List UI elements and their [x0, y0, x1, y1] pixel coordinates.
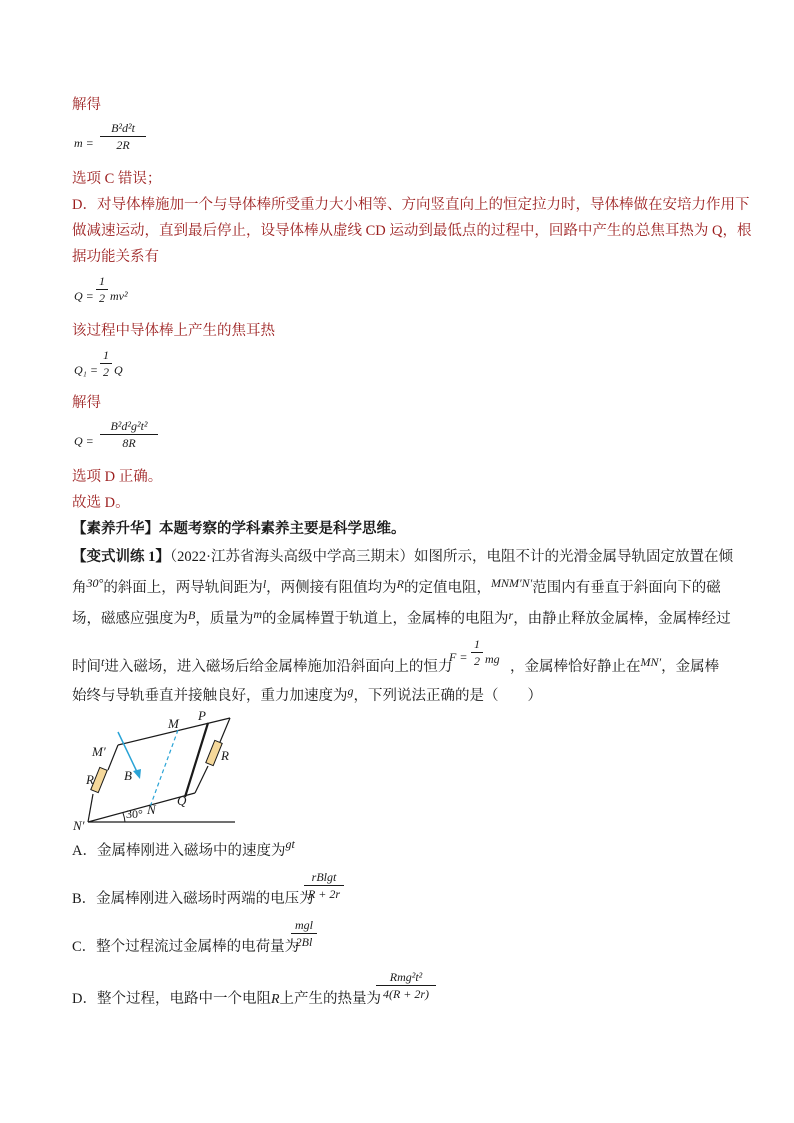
- equation-1-lhs: m =: [74, 136, 94, 150]
- option-a-text: A．金属棒刚进入磁场中的速度为: [72, 843, 286, 859]
- option-b-text: B．金属棒刚进入磁场时两端的电压为: [72, 891, 314, 907]
- option-d-text: D．整个过程，电路中一个电阻: [72, 991, 271, 1007]
- problem-line-1: [72, 547, 733, 567]
- label-Q: Q: [177, 793, 187, 808]
- fraction-bar: [96, 289, 108, 290]
- force-mg: mg: [485, 652, 500, 666]
- fraction-bar: [304, 885, 344, 886]
- solution-d-line-2: 做减速运动，直到最后停止，设导体棒从虚线 CD 运动到最低点的过程中，回路中产生的总焦耳热为 Q，根: [72, 223, 752, 239]
- problem-tag: 【变式训练 1】: [72, 549, 170, 565]
- problem-text: 始终与导轨垂直并接触良好，重力加速度为: [72, 688, 348, 704]
- equation-2-fraction: [96, 274, 108, 305]
- literacy-tag: 【素养升华】: [72, 521, 159, 537]
- problem-text: 的定值电阻，: [404, 580, 491, 596]
- problem-region: MNM′N′: [491, 576, 533, 590]
- problem-text: 角: [72, 580, 87, 596]
- option-c-fraction: [291, 918, 317, 949]
- option-b-numerator: rBlgt: [311, 870, 337, 884]
- label-M: M: [168, 716, 179, 731]
- problem-line-4: [72, 657, 452, 677]
- solution-d-line-3: 据功能关系有: [72, 249, 159, 265]
- option-d: [72, 989, 381, 1010]
- problem-var-m: m: [253, 607, 263, 621]
- problem-text: 范围内有垂直于斜面向下的磁: [532, 580, 721, 596]
- solution-option-c-wrong: 选项 C 错误；: [72, 171, 162, 187]
- option-c-text: C．整个过程流过金属棒的电荷量为: [72, 939, 300, 955]
- physics-diagram: [70, 708, 250, 832]
- label-N-prime: N′: [73, 818, 85, 832]
- option-c-denominator: 2Bl: [295, 935, 313, 949]
- equation-4-numerator: B²d²g²t²: [110, 419, 148, 433]
- equation-1-denominator: 2R: [116, 138, 130, 152]
- problem-angle: 30°: [86, 576, 104, 590]
- label-R-left: R: [86, 772, 94, 787]
- option-d-var-R: R: [270, 992, 280, 1007]
- equation-2-rhs: mv²: [110, 289, 128, 303]
- problem-text: 进入磁场，进入磁场后给金属棒施加沿斜面向上的恒力: [104, 659, 453, 675]
- fraction-bar: [291, 933, 317, 934]
- problem-text: ，由静止释放金属棒，金属棒经过: [513, 611, 731, 627]
- equation-4-fraction: [100, 419, 158, 450]
- label-P: P: [198, 708, 206, 723]
- option-a: [72, 837, 295, 861]
- option-d-fraction: [376, 970, 436, 1001]
- option-c: [72, 937, 299, 957]
- problem-text: 的金属棒置于轨道上，金属棒的电阻为: [262, 611, 509, 627]
- problem-source: （2022·江苏省海头高级中学高三期末）如图所示，电阻不计的光滑金属导轨固定放置在倾: [169, 549, 733, 565]
- equation-2-denominator: 2: [99, 291, 105, 305]
- literacy-text: 本题考察的学科素养主要是科学思维。: [159, 521, 406, 537]
- option-a-math: gt: [285, 837, 295, 851]
- problem-var-R: R: [396, 577, 404, 591]
- equation-3-rhs: Q: [114, 363, 123, 377]
- equation-4-denominator: 8R: [122, 436, 136, 450]
- force-fraction: [471, 637, 483, 668]
- option-c-numerator: mgl: [295, 918, 313, 932]
- problem-line-3: [72, 609, 731, 629]
- force-numerator: 1: [474, 637, 480, 651]
- dashed-boundary-MN: [150, 730, 178, 807]
- fraction-bar: [376, 985, 436, 986]
- option-d-numerator: Rmg²t²: [389, 970, 423, 984]
- equation-1-numerator: B²d²t: [111, 121, 135, 135]
- equation-3-numerator: 1: [103, 348, 109, 362]
- equation-2-lhs: Q =: [74, 289, 94, 303]
- equation-1-fraction: [100, 121, 146, 152]
- problem-text: ，两侧接有阻值均为: [266, 580, 397, 596]
- problem-text: ，下列说法正确的是（ ）: [353, 688, 542, 704]
- option-b-denominator: R + 2r: [307, 887, 341, 901]
- force-denominator: 2: [474, 654, 480, 668]
- equation-3-fraction: [100, 348, 112, 379]
- label-angle: 30°: [126, 807, 143, 821]
- label-N: N: [147, 802, 156, 817]
- problem-text: ，金属棒: [661, 659, 720, 675]
- literacy-note: [72, 519, 406, 539]
- problem-line-2: [72, 578, 721, 598]
- problem-text: 时间: [72, 659, 101, 675]
- label-R-right: R: [221, 748, 229, 763]
- problem-var-t: t: [101, 655, 105, 669]
- equation-4-lhs: Q =: [74, 434, 94, 448]
- right-resistor: [206, 740, 222, 765]
- problem-var-l: l: [262, 577, 267, 591]
- option-d-denominator: 4(R + 2r): [382, 987, 430, 1001]
- label-B: B: [124, 768, 132, 783]
- option-b: [72, 889, 314, 909]
- problem-line-5: [72, 686, 542, 706]
- option-b-fraction: [304, 870, 344, 901]
- fraction-bar: [471, 652, 483, 653]
- equation-2-numerator: 1: [99, 274, 105, 288]
- problem-text: 的斜面上，两导轨间距为: [103, 580, 263, 596]
- solution-text-jiede-2: 解得: [72, 395, 101, 411]
- solution-d-line-1: D．对导体棒施加一个与导体棒所受重力大小相等、方向竖直向上的恒定拉力时，导体棒做在安培力作用下: [72, 197, 750, 213]
- problem-text: ，质量为: [195, 611, 254, 627]
- metal-rod-PQ: [185, 723, 208, 797]
- solution-text-jiede-1: 解得: [72, 97, 101, 113]
- option-d-text: 上产生的热量为: [279, 991, 382, 1007]
- fraction-bar: [100, 434, 158, 435]
- problem-text: ，金属棒恰好静止在: [510, 659, 641, 675]
- force-lhs: F =: [449, 650, 468, 664]
- problem-line-4-tail: [510, 657, 719, 677]
- equation-3-denominator: 2: [103, 365, 109, 379]
- problem-text: 场，磁感应强度为: [72, 611, 188, 627]
- equation-3-lhs: Q₁ =: [74, 363, 98, 377]
- solution-answer: 故选 D。: [72, 495, 130, 511]
- fraction-bar: [100, 136, 146, 137]
- problem-var-g: g: [347, 684, 354, 698]
- problem-var-B: B: [188, 608, 196, 622]
- solution-option-d-correct: 选项 D 正确。: [72, 469, 163, 485]
- label-M-prime: M′: [92, 744, 106, 759]
- solution-joule-heat-text: 该过程中导体棒上产生的焦耳热: [72, 323, 275, 339]
- problem-var-MN: MN′: [640, 655, 662, 669]
- problem-var-r: r: [508, 608, 514, 622]
- fraction-bar: [100, 363, 112, 364]
